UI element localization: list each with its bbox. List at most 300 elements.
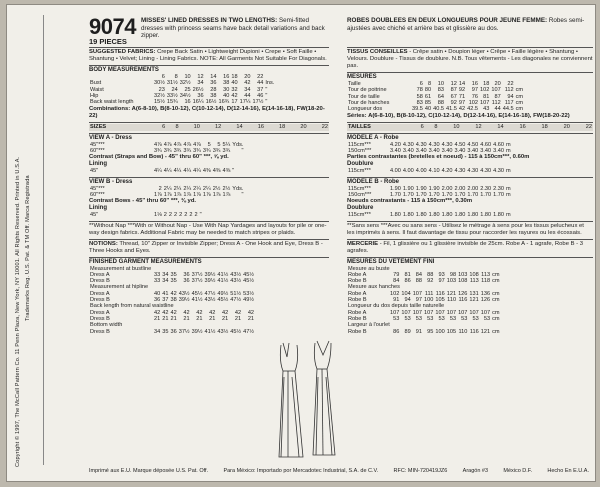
table-cell: 45½: [191, 290, 203, 297]
unit-cell: ": [265, 99, 268, 106]
row-label: 150cm***: [348, 148, 372, 155]
table-cell: 5: [207, 141, 211, 148]
table-cell: 41½: [204, 328, 216, 335]
table-cell: 42: [170, 309, 177, 316]
unit-cell: cm: [515, 106, 524, 113]
table-cell: 21: [162, 315, 169, 322]
unit-cell: cm: [492, 271, 500, 278]
table-cell: 4.30: [428, 141, 440, 148]
table-cell: 121: [469, 297, 479, 304]
table-cell: 112: [504, 87, 514, 94]
english-contrast-b: Contrast Bows - 45" thru 60" ***, ⅜ yd.: [89, 198, 197, 205]
table-cell: 16½: [205, 99, 217, 106]
table-cell: 16: [471, 81, 479, 87]
table-cell: 107: [446, 309, 457, 316]
table-cell: 45½: [243, 271, 255, 278]
table-cell: 53: [483, 315, 491, 322]
unit-cell: cm: [515, 87, 524, 94]
french-contrast-b: Noeuds contrastants - 115 à 150cm***, 0.30m: [347, 198, 473, 205]
size-cell: 12: [475, 124, 482, 131]
table-cell: 34: [197, 80, 204, 87]
table-cell: 2½: [212, 185, 221, 192]
table-cell: 43½: [230, 271, 242, 278]
table-cell: 116: [458, 297, 468, 304]
french-model-a-title: MODELE A - Robe: [347, 134, 399, 141]
row-label: Robe B: [348, 297, 367, 304]
side-divider: [43, 15, 44, 465]
french-nap-note: **Sans sens ***Avec ou sans sens - Utilisez le métrage à sens pour les tissus pelucheux et les imprimés à sens. Il faut davantage de tissu pour raccorder les rayures ou les écossais.: [347, 222, 584, 236]
table-cell: 34½: [179, 92, 191, 99]
footer-city: México D.F.: [503, 468, 533, 474]
table-cell: 26½: [192, 86, 204, 93]
table-cell: 39½: [204, 271, 216, 278]
table-cell: 61: [424, 93, 432, 100]
table-cell: 3.40: [467, 148, 479, 155]
table-cell: 4.60: [480, 141, 492, 148]
table-cell: 42: [244, 80, 251, 87]
table-cell: 3¾: [183, 148, 192, 155]
table-cell: 4⅞: [154, 141, 162, 148]
table-row: [89, 329, 255, 335]
table-cell: 3.40: [428, 148, 440, 155]
table-cell: 41½: [191, 297, 203, 304]
table-cell: 39½: [178, 297, 190, 304]
table-cell: 41: [162, 290, 169, 297]
unit-cell: cm: [492, 328, 500, 335]
table-cell: 8: [428, 81, 432, 87]
table-cell: 81: [404, 271, 411, 278]
table-cell: 3.40: [454, 148, 466, 155]
table-cell: 91: [415, 328, 423, 335]
english-nap-note: **Without Nap ***With or Without Nap - Use With Nap Yardages and layouts for pile or one-way design fabrics. Additional Fabric may be needed to match stripes or plaids.: [89, 222, 327, 236]
table-cell: 35: [170, 278, 177, 285]
table-cell: 86: [404, 278, 411, 285]
table-cell: 4¼: [163, 168, 172, 175]
table-cell: 1.70: [480, 191, 492, 198]
table-cell: 107: [424, 309, 434, 316]
table-cell: 81: [483, 93, 490, 100]
table-cell: 97: [458, 99, 466, 106]
english-heading: [141, 17, 329, 40]
english-view-b-table: [89, 186, 244, 199]
table-cell: 41½: [217, 271, 229, 278]
english-view-b-title: VIEW B - Dress: [89, 178, 133, 185]
table-cell: 1.80: [454, 212, 466, 219]
table-cell: 21: [209, 315, 216, 322]
sizes-row: [347, 124, 593, 130]
table-cell: 1.90: [402, 185, 414, 192]
table-cell: Yds.: [232, 141, 244, 148]
table-cell: 47½: [243, 328, 255, 335]
table-cell: 113: [481, 271, 491, 278]
english-description: Semi-fitted dresses with princess seams have back detail variations and back zipper.: [141, 17, 325, 40]
table-cell: 33: [154, 271, 161, 278]
table-cell: 36: [183, 278, 190, 285]
table-cell: 102: [390, 290, 400, 297]
size-cell: 6: [420, 124, 424, 131]
table-cell: 1⅞: [183, 191, 192, 198]
table-cell: 3¾: [193, 148, 201, 155]
table-cell: 39.5: [412, 106, 423, 113]
table-cell: 15½: [154, 99, 165, 106]
row-label: Longueur du dos depuis taille naturelle: [348, 303, 445, 310]
table-cell: 3¾: [163, 148, 172, 155]
dress-a-drawing: [279, 343, 303, 457]
table-cell: 37: [257, 86, 264, 93]
table-cell: 1.80: [493, 212, 505, 219]
table-cell: 105: [446, 328, 457, 335]
table-cell: 39½: [204, 278, 216, 285]
table-cell: 40: [424, 106, 432, 113]
table-cell: 121: [480, 328, 491, 335]
table-cell: 2¼: [193, 185, 201, 192]
table-cell: 6: [419, 81, 423, 87]
size-cell: 22: [585, 124, 592, 131]
table-cell: 1.70: [402, 191, 414, 198]
table-cell: 118: [481, 278, 491, 285]
unit-cell: ": [265, 86, 268, 93]
table-cell: 2.00: [441, 185, 453, 192]
table-cell: 1.90: [428, 185, 440, 192]
table-cell: 4.30: [454, 168, 466, 175]
table-cell: 71: [458, 93, 466, 100]
table-cell: 105: [435, 297, 445, 304]
table-cell: 21: [196, 315, 203, 322]
dress-b-drawing: [313, 341, 335, 455]
table-cell: 21: [170, 315, 177, 322]
table-row: [89, 168, 235, 174]
row-label: Robe B: [348, 315, 367, 322]
table-cell: ": [232, 168, 235, 175]
table-cell: 36: [197, 92, 204, 99]
table-cell: 30½: [154, 80, 165, 87]
table-cell: 97: [438, 278, 445, 285]
row-label: 45"***: [90, 141, 105, 148]
table-cell: 4¼: [193, 168, 201, 175]
table-cell: 1⅞: [222, 191, 231, 198]
table-cell: 4.30: [441, 141, 453, 148]
table-cell: 2: [174, 212, 178, 219]
table-cell: 2.00: [454, 185, 466, 192]
table-cell: 34: [162, 278, 169, 285]
size-cell: 6: [162, 124, 166, 131]
table-cell: 38: [170, 297, 177, 304]
unit-cell: m: [506, 168, 511, 175]
table-cell: 97: [415, 297, 423, 304]
table-cell: 1⅞: [173, 191, 182, 198]
table-cell: 53: [393, 315, 400, 322]
french-measurements-table: [347, 81, 524, 112]
english-notions: NOTIONS: Thread, 10" Zipper or Invisible Zipper; Dress A - One Hook and Eye, Dress B - Three Hooks and Eyes.: [89, 240, 323, 254]
table-cell: 2.30: [493, 185, 505, 192]
table-cell: 32½: [154, 92, 165, 99]
table-cell: 91: [393, 297, 400, 304]
table-cell: 53: [438, 315, 445, 322]
table-cell: 53½: [243, 290, 255, 297]
table-cell: 107: [491, 87, 501, 94]
table-cell: ": [241, 148, 244, 155]
unit-cell: cm: [492, 315, 500, 322]
row-label: Bust: [90, 80, 102, 87]
table-cell: 1.70: [390, 191, 401, 198]
table-cell: 1.80: [428, 212, 440, 219]
table-cell: 117: [504, 99, 514, 106]
table-cell: 4⅞: [173, 141, 182, 148]
unit-cell: ": [265, 92, 268, 99]
table-cell: 1.70: [441, 191, 453, 198]
pattern-number: 9074: [89, 17, 136, 39]
footer-importer: Para México: Importado por Mercadotec Industrial, S.A. de C.V.: [223, 468, 379, 474]
table-cell: 4.30: [467, 168, 479, 175]
french-lining-a-title: Doublure: [347, 161, 374, 168]
french-lining-b-title: Doublure: [347, 205, 374, 212]
table-cell: 43: [483, 106, 490, 113]
table-cell: 1⅞: [193, 191, 201, 198]
row-label: Dress A: [90, 309, 110, 316]
table-cell: 8: [174, 74, 178, 80]
table-row: [89, 99, 275, 105]
table-cell: 116: [435, 290, 445, 297]
table-cell: 33: [154, 278, 161, 285]
table-cell: 126: [458, 290, 468, 297]
row-label: Measurement at hipline: [90, 284, 149, 291]
table-cell: 36: [170, 328, 177, 335]
table-cell: 21: [234, 315, 242, 322]
table-cell: 40: [223, 92, 230, 99]
table-cell: 53: [415, 315, 423, 322]
table-cell: 4¼: [183, 168, 192, 175]
table-cell: 14: [458, 81, 466, 87]
table-cell: 37: [162, 297, 169, 304]
table-cell: 34: [154, 328, 161, 335]
row-label: Bottom width: [90, 322, 123, 329]
size-cell: 8: [175, 124, 179, 131]
table-cell: 51½: [230, 290, 242, 297]
english-finished-table: [89, 266, 255, 335]
table-cell: 42: [183, 309, 190, 316]
table-cell: 14: [210, 74, 217, 80]
table-cell: 42.5: [467, 106, 479, 113]
table-cell: 45½: [230, 328, 242, 335]
table-cell: 88: [415, 278, 423, 285]
table-cell: 87: [450, 87, 457, 94]
table-cell: 3.40: [402, 148, 414, 155]
french-meas-title: MESURES: [347, 74, 377, 80]
row-label: Waist: [90, 86, 104, 93]
size-cell: 10: [193, 124, 200, 131]
table-cell: 107: [390, 309, 400, 316]
size-cell: 20: [563, 124, 570, 131]
table-cell: 35: [162, 328, 169, 335]
table-cell: 126: [480, 297, 491, 304]
table-cell: 94: [404, 297, 411, 304]
row-label: Measurement at bustline: [90, 265, 152, 272]
table-cell: 89: [404, 328, 411, 335]
table-cell: 5¼: [222, 141, 231, 148]
table-cell: 107: [480, 99, 490, 106]
row-label: 45": [90, 212, 99, 219]
table-cell: 18: [231, 74, 238, 80]
size-cell: 16: [519, 124, 526, 131]
table-cell: 1.70: [415, 191, 427, 198]
table-cell: 30: [223, 86, 230, 93]
row-label: Mesure au buste: [348, 265, 390, 272]
table-cell: 36: [210, 80, 217, 87]
table-cell: 40: [154, 290, 161, 297]
table-cell: 1.80: [480, 212, 492, 219]
table-cell: 4⅞: [183, 141, 192, 148]
table-cell: 42: [209, 309, 216, 316]
table-cell: 87: [494, 93, 501, 100]
table-cell: 4¼: [154, 168, 162, 175]
row-label: 115cm***: [348, 168, 371, 175]
size-cell: 20: [300, 124, 307, 131]
table-cell: 10: [184, 74, 191, 80]
table-cell: 28: [210, 86, 217, 93]
table-cell: 37½: [191, 278, 203, 285]
table-cell: 4⅜: [212, 168, 221, 175]
table-cell: 24: [171, 86, 178, 93]
row-label: Robe B: [348, 328, 367, 335]
table-cell: 5: [217, 141, 221, 148]
french-heading: [347, 17, 593, 45]
table-cell: 4.20: [390, 141, 401, 148]
table-cell: 42: [154, 309, 161, 316]
table-cell: ": [199, 212, 202, 219]
trademark-text: Trademarks Reg. U.S. Pat. & TM Off. Marca Registrada: [25, 175, 31, 321]
table-cell: 16: [184, 99, 191, 106]
table-cell: 3¾: [154, 148, 162, 155]
unit-cell: Ins.: [265, 80, 275, 87]
table-cell: 2.30: [480, 185, 492, 192]
french-finished-table: [347, 266, 501, 335]
row-label: Dress A: [90, 271, 110, 278]
table-cell: 4.00: [390, 168, 401, 175]
table-cell: 103: [446, 278, 457, 285]
table-cell: 1⅛: [154, 212, 162, 219]
table-cell: 78: [416, 87, 423, 94]
footer-rfc: RFC: MIN-720419JZ6: [393, 468, 448, 474]
row-label: Dress A: [90, 290, 110, 297]
table-cell: 112: [491, 99, 501, 106]
table-cell: 22: [257, 74, 264, 80]
footer-printed: Imprimé aux E.U. Marque déposée U.S. Pat. Off.: [89, 468, 209, 474]
table-cell: 53: [404, 315, 411, 322]
table-cell: 83: [437, 87, 445, 94]
table-cell: 4⅜: [202, 168, 211, 175]
table-cell: 45½: [243, 278, 255, 285]
table-cell: 46: [257, 92, 264, 99]
table-row: [89, 212, 203, 218]
table-cell: 4.30: [415, 141, 427, 148]
side-margin-text: [9, 15, 71, 465]
table-cell: 41½: [217, 278, 229, 285]
unit-cell: m: [506, 191, 511, 198]
table-cell: 92: [450, 99, 457, 106]
table-cell: 1.70: [493, 191, 505, 198]
table-cell: 33½: [166, 92, 178, 99]
sizes-row: [89, 124, 329, 130]
english-body-measurements-table: [89, 74, 275, 105]
french-title: ROBES DOUBLEES EN DEUX LONGUEURS POUR JEUNE FEMME:: [347, 17, 548, 24]
table-cell: 1.70: [467, 191, 479, 198]
table-cell: 40: [231, 80, 238, 87]
table-cell: 53: [427, 315, 434, 322]
english-lining-a-table: [89, 168, 235, 174]
table-cell: 42: [458, 106, 466, 113]
table-cell: 64: [437, 93, 445, 100]
table-cell: 42: [234, 309, 242, 316]
english-fabrics: SUGGESTED FABRICS: Crepe Back Satin • Lightweight Dupioni • Crepe • Soft Faille • Shantung • Velvet; Lining - Lining Fabrics. NOTE: All Garments Not Suitable For Diagonals.: [89, 49, 327, 62]
table-cell: 100: [424, 297, 434, 304]
table-cell: 4.50: [467, 141, 479, 148]
size-cell: 8: [434, 124, 438, 131]
size-cell: 14: [236, 124, 243, 131]
table-cell: 107: [458, 309, 468, 316]
dress-illustration: [269, 337, 345, 461]
unit-cell: cm: [492, 290, 500, 297]
table-cell: 6: [161, 74, 165, 80]
table-cell: 44: [244, 92, 251, 99]
table-cell: 107: [480, 309, 491, 316]
table-cell: 111: [424, 290, 434, 297]
table-cell: 3¾: [202, 148, 211, 155]
table-cell: 1.80: [441, 212, 453, 219]
table-cell: 21: [222, 315, 229, 322]
size-cell: 16: [257, 124, 264, 131]
table-cell: 108: [458, 278, 468, 285]
table-row: [347, 329, 501, 335]
french-mercerie: MERCERIE - Fil, 1 glissière ou 1 glissière invisible de 25cm. Robe A - 1 agrafe, Robe B - 3 agrafes.: [347, 240, 584, 254]
table-cell: 2: [179, 212, 183, 219]
table-cell: 4.00: [402, 168, 414, 175]
table-cell: 42: [196, 309, 203, 316]
copyright-text: Copyright © 1997, The McCall Pattern Co. 11 Penn Plaza, New York, NY 10001. All Rights Reserved. Printed in U.S.A.: [15, 156, 21, 467]
table-cell: 116: [469, 328, 479, 335]
pattern-pieces: 19 PIECES: [89, 37, 127, 46]
row-label: 60"***: [90, 191, 105, 198]
table-cell: 121: [446, 290, 457, 297]
row-label: 115cm***: [348, 212, 371, 219]
unit-cell: cm: [492, 309, 500, 316]
table-cell: 38: [210, 92, 217, 99]
row-label: Largeur à l'ourlet: [348, 322, 390, 329]
table-cell: 21: [154, 315, 161, 322]
table-cell: 131: [469, 290, 479, 297]
unit-cell: cm: [515, 93, 524, 100]
row-label: 45": [90, 168, 99, 175]
table-cell: 1.90: [390, 185, 401, 192]
row-label: Robe A: [348, 271, 367, 278]
table-cell: 1.80: [390, 212, 401, 219]
table-cell: 42: [222, 309, 229, 316]
row-label: Mesure aux hanches: [348, 284, 400, 291]
table-cell: 17: [231, 99, 238, 106]
table-cell: 12: [197, 74, 204, 80]
french-lining-a-table: [347, 168, 512, 174]
table-cell: 20: [244, 74, 251, 80]
table-cell: 43½: [230, 278, 242, 285]
english-lining-b-title: Lining: [89, 205, 107, 212]
table-cell: 2: [163, 212, 167, 219]
unit-cell: m: [506, 212, 511, 219]
english-column: [89, 17, 329, 335]
table-cell: 44: [257, 80, 264, 87]
table-cell: 93: [438, 271, 445, 278]
table-cell: 2.00: [467, 185, 479, 192]
size-cell: 18: [279, 124, 286, 131]
table-cell: 4.20: [441, 168, 453, 175]
